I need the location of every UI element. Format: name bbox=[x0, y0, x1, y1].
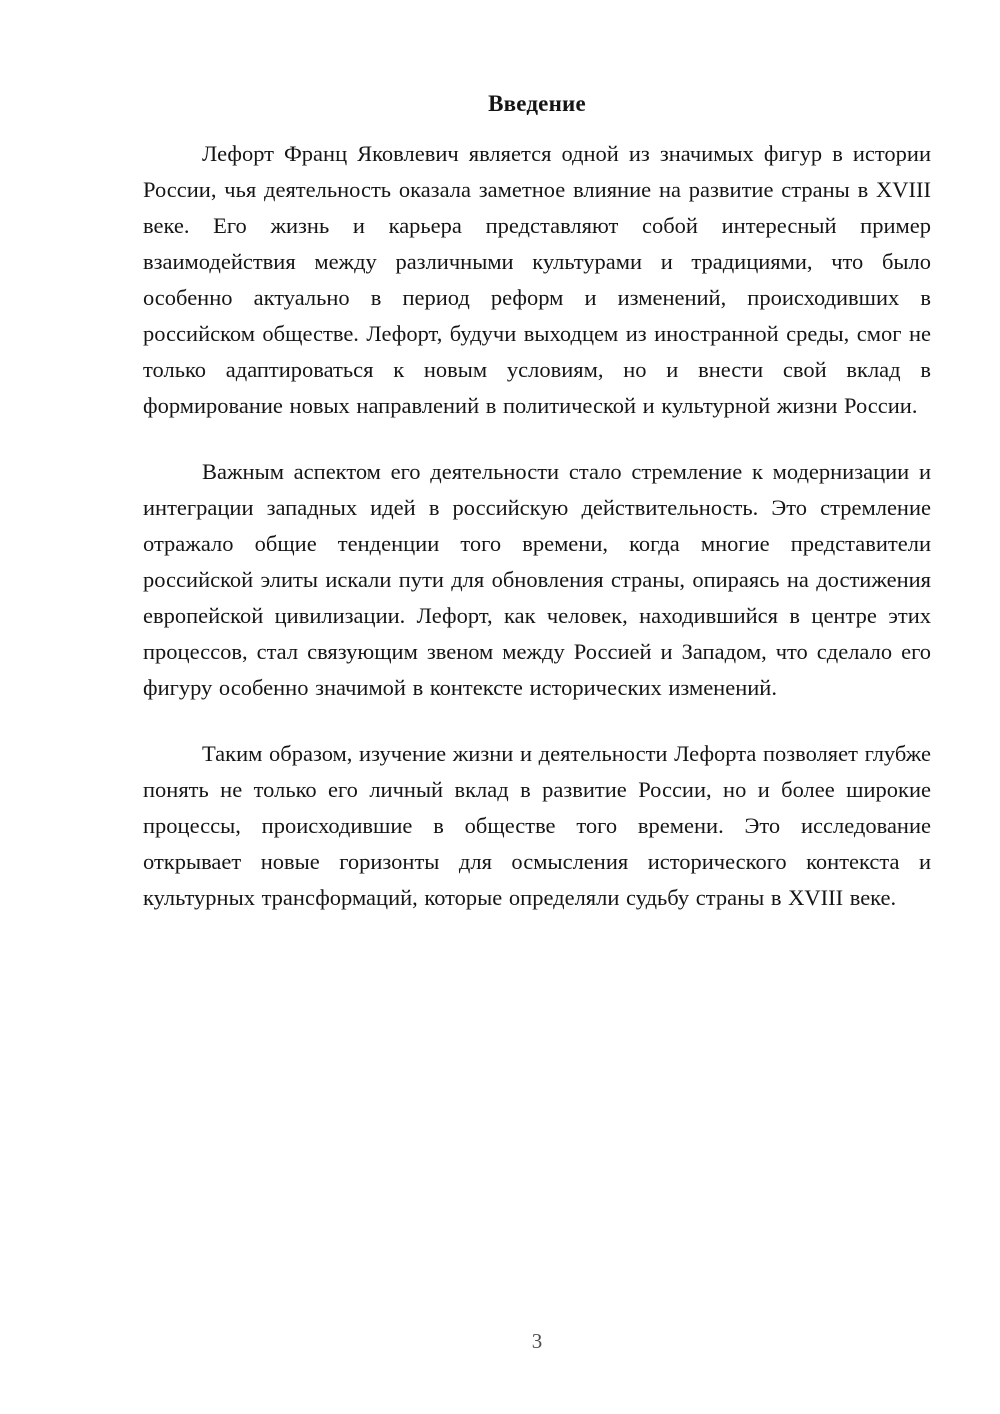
paragraph-2: Важным аспектом его деятельности стало стремление к модернизации и интеграции западных идей в российскую действительность. Это стремление отражало общие тенденции того времени, когда многие представители российской элиты искали пути для обновления страны, опираясь на достижения европейской цивилизации. Лефорт, как человек, находившийся в центре этих процессов, стал связующим звеном между Россией и Западом, что сделало его фигуру особенно значимой в контексте исторических изменений. bbox=[143, 459, 931, 700]
paragraph-3: Таким образом, изучение жизни и деятельности Лефорта позволяет глубже понять не только его личный вклад в развитие России, но и более широкие процессы, происходившие в обществе того времени. Это исследование открывает новые горизонты для осмысления исторического контекста и культурных трансформаций, которые определяли судьбу страны в XVIII веке. bbox=[143, 741, 931, 910]
page-number: 3 bbox=[531, 1329, 543, 1353]
paragraph-1: Лефорт Франц Яковлевич является одной из значимых фигур в истории России, чья деятельность оказала заметное влияние на развитие страны в XVIII веке. Его жизнь и карьера представляют собой интересный пример взаимодействия между различными культурами и традициями, что было особенно актуально в период реформ и изменений, происходивших в российском обществе. Лефорт, будучи выходцем из иностранной среды, смог не только адаптироваться к новым условиям, но и внести свой вклад в формирование новых направлений в политической и культурной жизни России. bbox=[143, 141, 931, 418]
section-title: Введение bbox=[488, 91, 586, 116]
document-content bbox=[143, 86, 931, 946]
